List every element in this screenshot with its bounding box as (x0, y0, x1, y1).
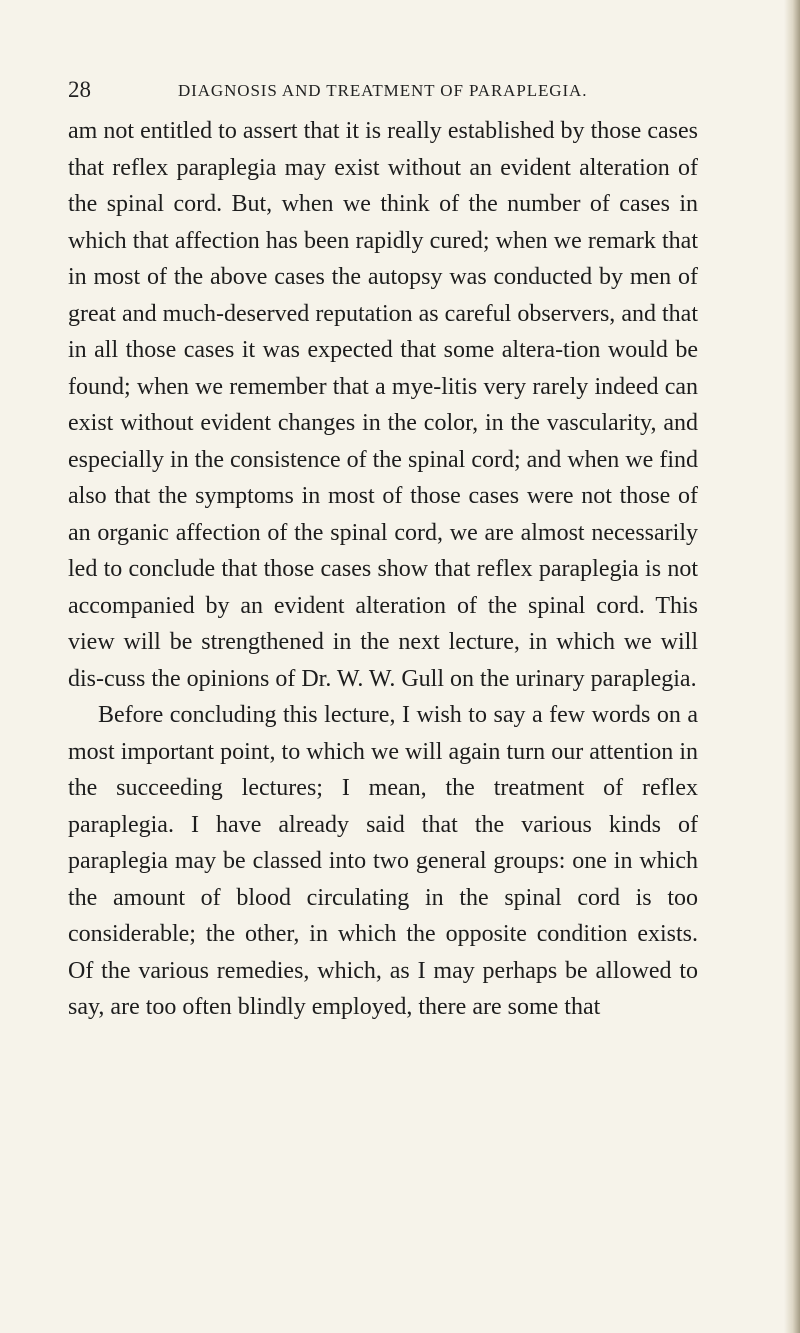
paragraph-continuation: am not entitled to assert that it is really established by those cases that reflex paraplegia may exist without an evident alteration of the spinal cord. But, when we think of the number of cases in which that affection has been rapidly cured; when we remark that in most of the above cases the autopsy was conducted by men of great and much-deserved reputation as careful observers, and that in all those cases it was expected that some altera-tion would be found; when we remember that a mye-litis very rarely indeed can exist without evident changes in the color, in the vascularity, and especially in the consistence of the spinal cord; and when we find also that the symptoms in most of those cases were not those of an organic affection of the spinal cord, we are almost necessarily led to conclude that those cases show that reflex paraplegia is not accompanied by an evident alteration of the spinal cord. This view will be strengthened in the next lecture, in which we will dis-cuss the opinions of Dr. W. W. Gull on the urinary paraplegia. (68, 118, 698, 692)
page-header (68, 78, 708, 102)
body-text (68, 113, 698, 1026)
paragraph-treatment: Before concluding this lecture, I wish to say a few words on a most important point, to which we will again turn our attention in the succeeding lectures; I mean, the treatment of reflex paraplegia. I have already said that the various kinds of paraplegia may be classed into two general groups: one in which the amount of blood circulating in the spinal cord is too considerable; the other, in which the opposite condition exists. Of the various remedies, which, as I may perhaps be allowed to say, are too often blindly employed, there are some that (68, 702, 698, 1020)
running-title: DIAGNOSIS AND TREATMENT OF PARAPLEGIA. (178, 81, 588, 100)
page-number: 28 (68, 77, 91, 102)
page-edge-shadow (784, 0, 800, 1333)
